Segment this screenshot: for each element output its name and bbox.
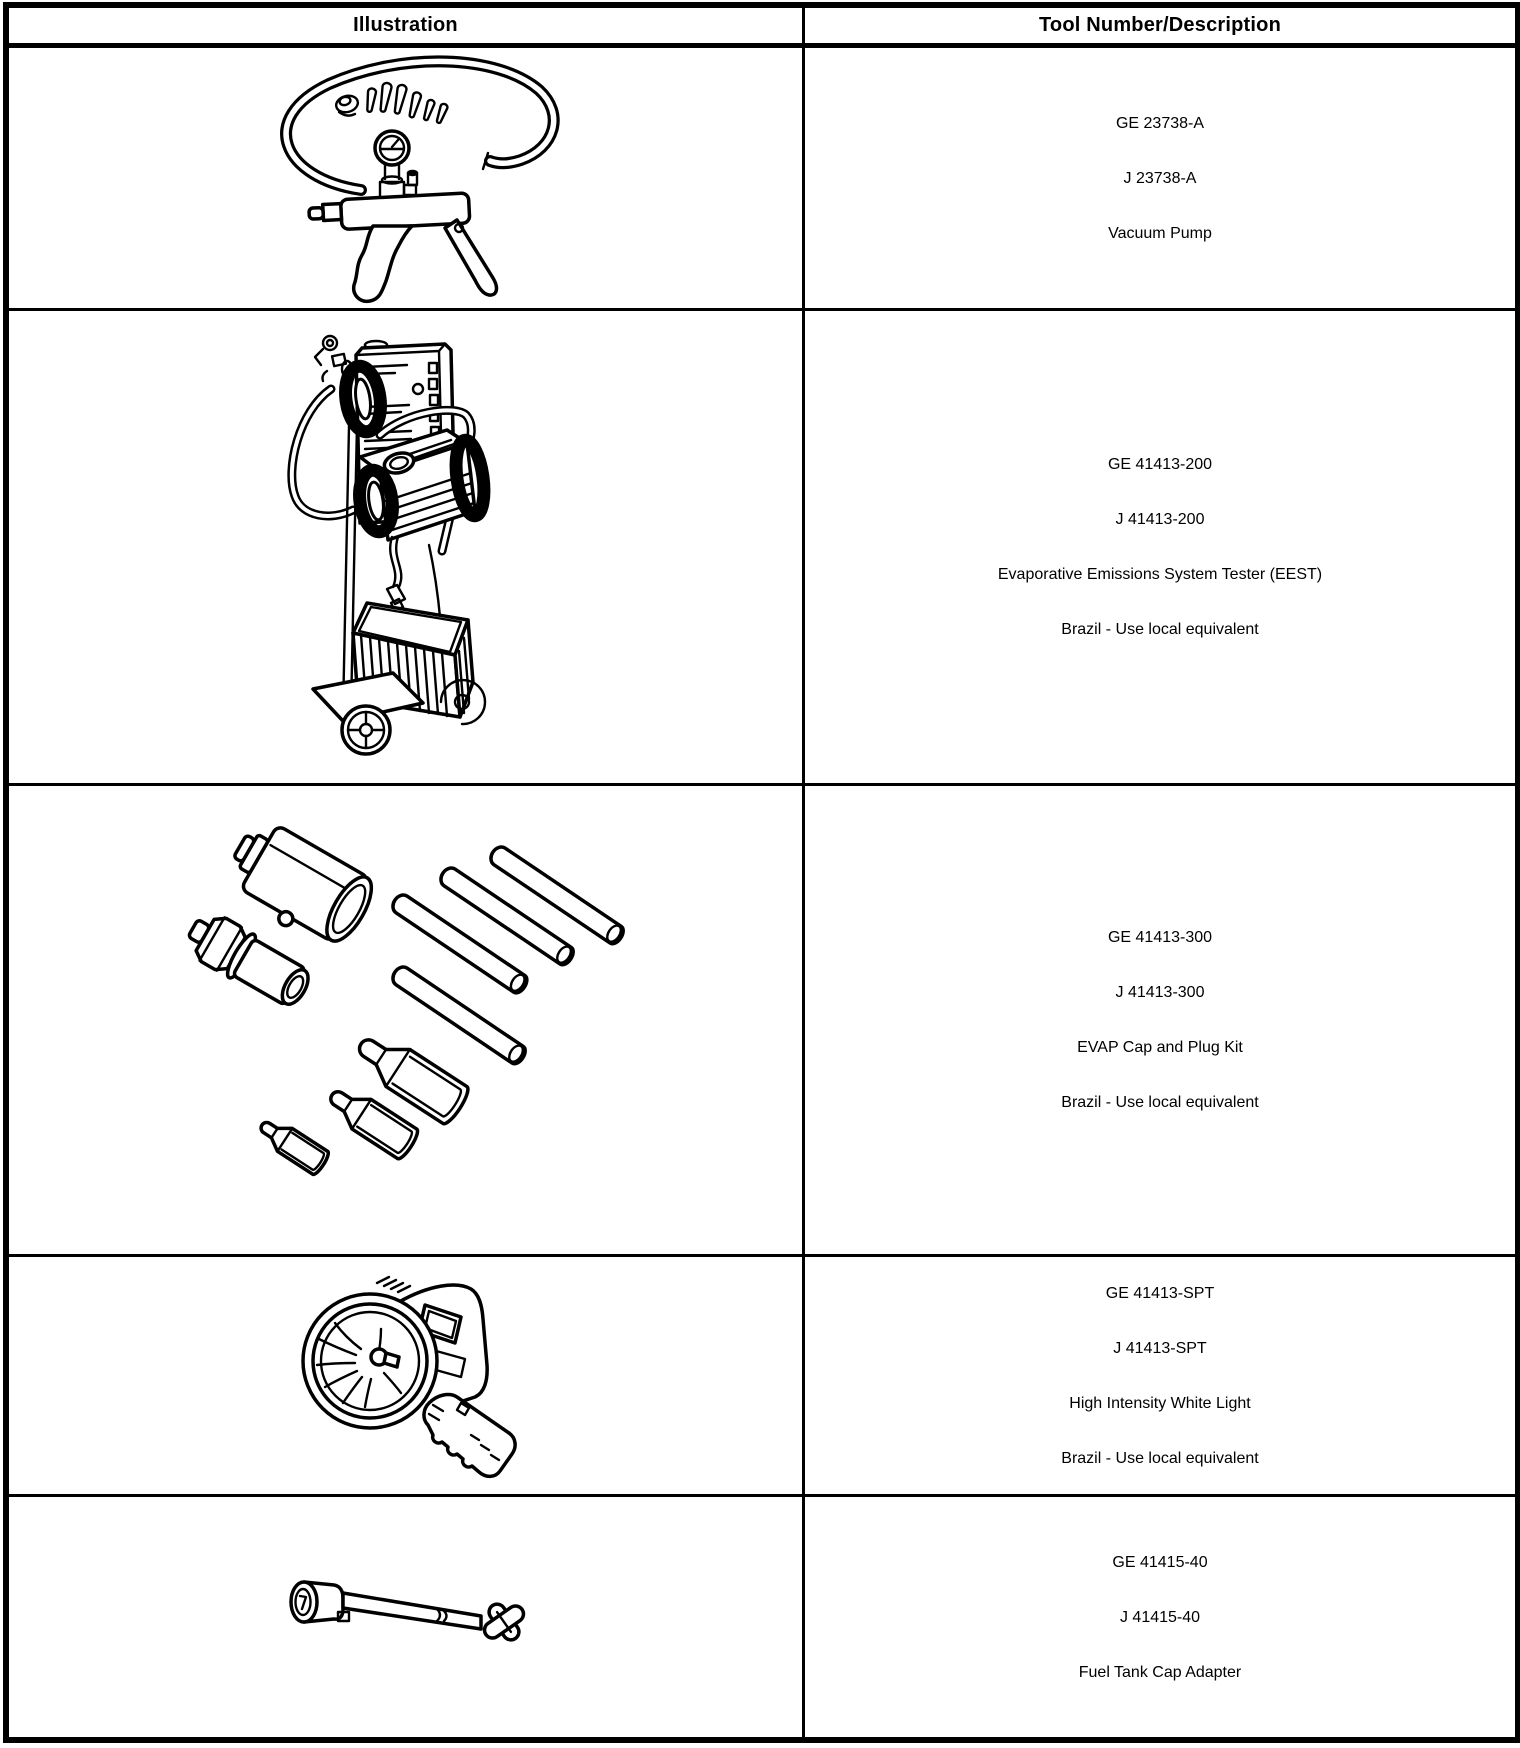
tool-description: Vacuum Pump (1108, 224, 1212, 242)
eest-cart-illustration (9, 311, 802, 783)
adapter-wing-handle (475, 1593, 534, 1651)
tool-info-white-light (805, 1257, 1515, 1497)
tool-number-ge: GE 23738-A (1115, 114, 1205, 132)
tool-number-ge: GE 41413-300 (1107, 929, 1213, 946)
kit-plugs (255, 1026, 472, 1177)
tool-number-ge: GE 41413-200 (1107, 456, 1213, 473)
illustration-cell-eest (9, 311, 805, 786)
vacuum-pump-hose (286, 61, 554, 190)
tool-note: Brazil - Use local equivalent (1061, 1449, 1259, 1467)
header-tool-number-description (805, 8, 1515, 48)
light-lens (303, 1294, 437, 1428)
tool-number-j: J 41413-300 (1115, 984, 1205, 1001)
illustration-cell-cap-plug-kit (9, 786, 805, 1257)
vacuum-pump-gauge (375, 131, 409, 184)
vacuum-pump-illustration (9, 48, 802, 308)
tool-description: Fuel Tank Cap Adapter (1078, 1663, 1242, 1681)
special-tools-table (3, 2, 1520, 1743)
header-tool-number-label: Tool Number/Description (1038, 14, 1282, 36)
tool-number-ge: GE 41415-40 (1112, 1553, 1208, 1571)
tool-description: Evaporative Emissions System Tester (EEST) (997, 566, 1323, 583)
tool-description: High Intensity White Light (1069, 1394, 1251, 1412)
tool-number-ge: GE 41413-SPT (1105, 1284, 1215, 1302)
tool-number-j: J 41415-40 (1119, 1608, 1201, 1626)
tool-number-j: J 41413-SPT (1113, 1339, 1207, 1357)
vacuum-pump-grip (354, 226, 412, 301)
eest-cable (387, 537, 405, 611)
illustration-cell-white-light (9, 1257, 805, 1497)
white-light-illustration (9, 1257, 802, 1494)
adapter-shaft (343, 1593, 481, 1629)
tool-info-cap-plug-kit (805, 786, 1515, 1257)
illustration-cell-vacuum-pump (9, 48, 805, 311)
eest-left-wheel (342, 706, 390, 754)
illustration-cell-cap-adapter (9, 1497, 805, 1737)
vacuum-pump-body (309, 193, 497, 301)
header-illustration (9, 8, 805, 48)
adapter-cap (291, 1582, 349, 1622)
special-tools-grid (9, 8, 1515, 1737)
header-illustration-label: Illustration (353, 14, 458, 36)
tool-description: EVAP Cap and Plug Kit (1077, 1039, 1243, 1056)
tool-note: Brazil - Use local equivalent (1061, 1094, 1259, 1111)
vacuum-pump-fittings (334, 82, 448, 124)
tool-info-eest (805, 311, 1515, 786)
vacuum-pump-trigger (445, 220, 496, 295)
kit-tubes (389, 844, 626, 1067)
tool-info-vacuum-pump (805, 48, 1515, 311)
tool-number-j: J 23738-A (1123, 169, 1197, 187)
light-handle (424, 1395, 515, 1477)
tool-number-j: J 41413-200 (1115, 511, 1205, 528)
tool-info-cap-adapter (805, 1497, 1515, 1737)
fuel-tank-cap-adapter-illustration (9, 1497, 802, 1737)
tool-note: Brazil - Use local equivalent (1061, 621, 1259, 638)
evap-cap-plug-kit-illustration (9, 786, 802, 1254)
